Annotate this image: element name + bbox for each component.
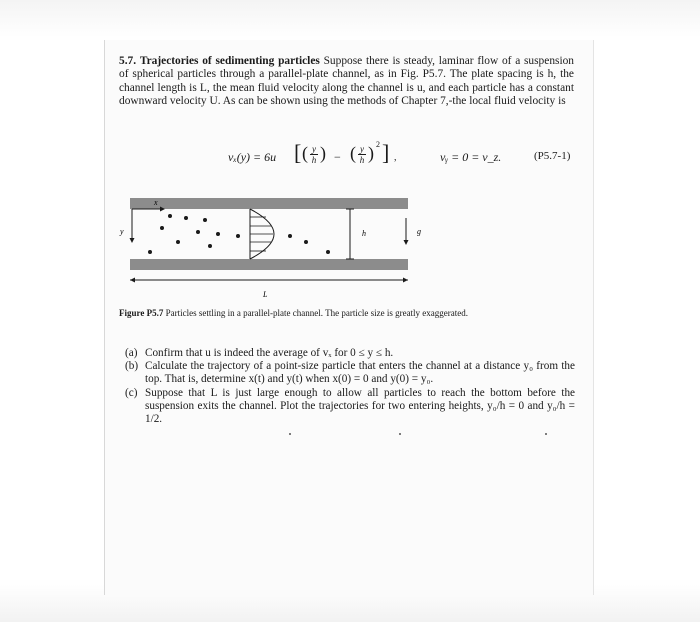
particle <box>176 240 180 244</box>
figure-caption <box>119 308 589 318</box>
channel-figure <box>110 190 450 305</box>
equation-rhs: vᵧ = 0 = v_z. <box>440 150 502 164</box>
part-c <box>125 387 575 427</box>
y-label: y <box>120 227 124 236</box>
part-b <box>125 360 575 386</box>
right-paren-2: ) <box>368 143 374 163</box>
top-plate <box>130 198 408 209</box>
part-c-label: (c) <box>125 386 138 399</box>
gravity-arrow <box>404 218 422 245</box>
minus-sign: − <box>334 150 341 164</box>
problem-title: Trajectories of sedimenting particles <box>139 55 320 67</box>
fraction-2-numerator: y <box>360 144 364 154</box>
bottom-plate <box>130 259 408 270</box>
scan-speck <box>289 433 291 435</box>
fraction-2-denominator: h <box>359 155 365 165</box>
part-a-text: Confirm that u is indeed the average of vₓ for 0 ≤ y ≤ h. <box>145 347 394 359</box>
particle <box>304 240 308 244</box>
L-label: L <box>263 290 268 299</box>
particle <box>326 250 330 254</box>
fraction-1-numerator: y <box>312 144 316 154</box>
g-label: g <box>417 227 421 236</box>
exponent: 2 <box>376 140 380 149</box>
particle <box>168 214 172 218</box>
part-a <box>125 347 575 360</box>
problem-statement <box>119 55 574 109</box>
part-a-label: (a) <box>125 347 138 359</box>
fraction-1 <box>310 144 318 165</box>
scan-speck <box>545 433 547 435</box>
particle <box>208 244 212 248</box>
particle <box>148 250 152 254</box>
right-paren-1: ) <box>320 143 326 163</box>
separator: , <box>394 152 397 163</box>
gravity-arrowhead <box>404 240 409 245</box>
L-arrowhead-right <box>403 278 408 283</box>
equation-lhs: vₓ(y) = 6u <box>228 150 277 164</box>
equation-number: (P5.7-1) <box>534 150 571 162</box>
particle <box>184 216 188 220</box>
x-label: x <box>154 198 158 207</box>
part-b-label: (b) <box>125 360 139 373</box>
particle <box>196 230 200 234</box>
particle <box>160 226 164 230</box>
y-axis-arrowhead <box>130 238 135 243</box>
velocity-profile <box>250 209 274 259</box>
figure-label: Figure P5.7 <box>119 308 164 318</box>
L-dimension <box>130 278 408 300</box>
h-label: h <box>362 229 366 238</box>
particle <box>216 232 220 236</box>
fraction-1-denominator: h <box>311 155 317 165</box>
particle <box>288 234 292 238</box>
scan-speck <box>399 433 401 435</box>
h-dimension <box>346 209 366 259</box>
fraction-2 <box>358 144 366 165</box>
problem-number: 5.7. <box>119 55 137 67</box>
right-bracket: ] <box>382 140 390 165</box>
problem-parts <box>125 347 575 426</box>
caption-text: Particles settling in a parallel-plate channel. The particle size is greatly exaggerated. <box>165 308 469 318</box>
particle <box>203 218 207 222</box>
particle <box>236 234 240 238</box>
left-paren-2: ( <box>350 143 356 163</box>
left-paren-1: ( <box>302 143 308 163</box>
L-arrowhead-left <box>130 278 135 283</box>
problem-text: Suppose there is steady, laminar flow of a suspension of spherical particles through a parallel-plate channel, as in Fig. P5.7. The plate spacing is h, the channel length is L, the mean fluid velocity along the channel is u, and each particle has a constant downward velocity U. As can be shown using the methods of Chapter 7,-the local fluid velocity is <box>119 55 574 108</box>
left-bracket: [ <box>294 140 302 165</box>
particles <box>148 214 330 254</box>
part-b-text: Calculate the trajectory of a point-size particle that enters the channel at a distance y₀ from the top. That is, determine x(t) and y(t) when x(0) = 0 and y(0) = y₀. <box>145 360 575 386</box>
part-c-text: Suppose that L is just large enough to allow all particles to reach the bottom before the suspension exits the channel. Plot the trajectories for two entering heights, y₀/h = 0 and y₀/h = 1/2. <box>145 386 575 426</box>
